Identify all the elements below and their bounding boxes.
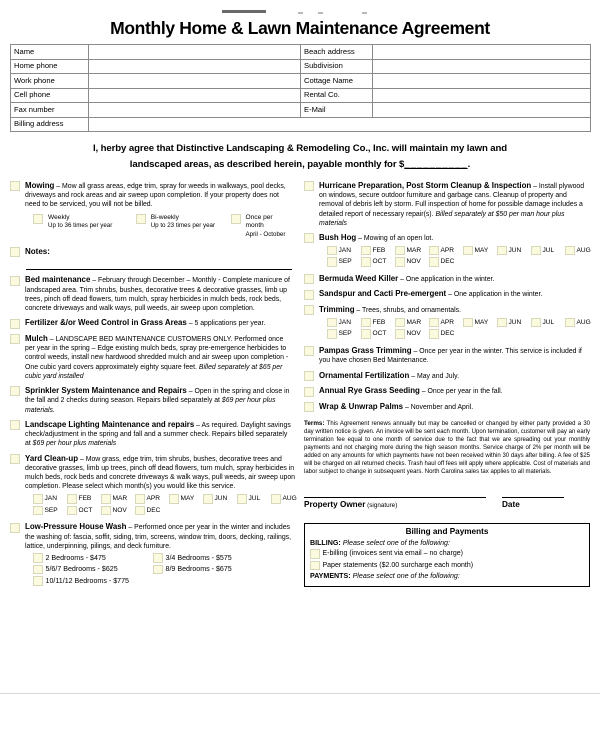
checkbox-house-wash[interactable] (10, 523, 20, 533)
service-title-sprinkler: Sprinkler System Maintenance and Repairs (25, 385, 187, 395)
service-desc-rye-grass-seeding: – Once per year in the fall. (419, 388, 503, 396)
frequency-option-biweekly[interactable] (136, 214, 231, 239)
bush-hog-month-selector (327, 245, 599, 267)
checkbox-yard-cleanup[interactable] (10, 454, 20, 464)
month-option-nov[interactable] (101, 505, 135, 515)
month-row-1 (327, 245, 599, 255)
service-desc-bermuda-weed-killer: – One application in the winter. (398, 275, 495, 283)
checkbox-ebilling[interactable] (310, 549, 320, 559)
month-option-may[interactable] (463, 317, 497, 327)
billing-option-label-ebilling: E-billing (invoices sent via email – no charge) (322, 550, 463, 558)
service-wrap-palms[interactable] (304, 402, 590, 413)
service-desc-fertilizer: – 5 applications per year. (186, 320, 266, 328)
terms-section (304, 420, 590, 477)
month-label-may: MAY (474, 318, 489, 326)
service-desc-trimming: – Trees, shrubs, and ornamentals. (354, 306, 461, 314)
service-desc-bed-maintenance: – February through December – Monthly - Complete manicure of landscaped area. Trim shrubs, bushes, decorative trees & decorative grasses, limb up trees, pinch off dead flowers, turn mulch, spray herbicides in mulch beds, rock beds, concrete driveways and walk ways, pull weeds, air sweep upon completion. (25, 277, 290, 313)
checkbox-month-feb[interactable] (361, 318, 371, 328)
month-option-feb[interactable] (361, 317, 395, 327)
table-row (11, 74, 591, 89)
checkbox-wrap-palms[interactable] (304, 402, 314, 412)
month-option-nov[interactable] (395, 257, 429, 267)
service-desc-ornamental-fertilization: – May and July. (409, 372, 459, 380)
month-option-mar[interactable] (101, 494, 135, 504)
notes-write-in-line[interactable] (26, 259, 292, 270)
service-house-wash[interactable] (10, 522, 292, 587)
service-sprinkler[interactable] (10, 386, 292, 415)
checkbox-pampas-grass[interactable] (304, 346, 314, 356)
checkbox-month-may[interactable] (463, 246, 473, 256)
bedroom-label-567: 5/6/7 Bedrooms - $625 (45, 565, 118, 574)
checkbox-weekly[interactable] (33, 214, 43, 224)
month-row-2 (327, 329, 599, 339)
header-dot-mark-2 (318, 12, 323, 14)
checkbox-bush-hog[interactable] (304, 233, 314, 243)
field-label-rental-co: Rental Co. (301, 88, 373, 103)
checkbox-month-mar[interactable] (101, 494, 111, 504)
service-bed-maintenance[interactable] (10, 275, 292, 313)
billing-option-ebilling[interactable] (310, 549, 584, 559)
month-option-aug[interactable] (565, 245, 599, 255)
month-label-sep: SEP (338, 258, 352, 266)
month-label-oct: OCT (78, 506, 93, 514)
service-bermuda-weed-killer[interactable] (304, 274, 590, 285)
header-dot-mark-3 (362, 12, 367, 14)
service-bush-hog[interactable] (304, 233, 590, 269)
billing-instruction: Please select one of the following: (340, 538, 450, 547)
service-hurricane-prep[interactable] (304, 181, 590, 228)
service-rye-grass-seeding[interactable] (304, 386, 590, 397)
billing-option-paper[interactable] (310, 560, 584, 570)
month-label-nov: NOV (112, 506, 127, 514)
field-label-subdivision: Subdivision (301, 59, 373, 74)
month-label-oct: OCT (372, 330, 387, 338)
month-option-dec[interactable] (429, 329, 463, 339)
month-option-sep[interactable] (33, 505, 67, 515)
checkbox-ornamental-fertilization[interactable] (304, 371, 314, 381)
checkbox-month-sep[interactable] (327, 329, 337, 339)
checkbox-month-jul[interactable] (531, 246, 541, 256)
checkbox-paper-statements[interactable] (310, 561, 320, 571)
signature-labels (304, 500, 590, 509)
month-option-jan[interactable] (327, 245, 361, 255)
checkbox-month-dec[interactable] (135, 506, 145, 516)
billing-label: BILLING: (310, 538, 341, 547)
field-label-cottage-name: Cottage Name (301, 74, 373, 89)
month-label-jul: JUL (248, 495, 261, 503)
owner-label-text: Property Owner (304, 499, 366, 509)
service-desc-sandspur-cacti: – One application in the winter. (446, 291, 543, 299)
bedroom-option-34[interactable] (153, 553, 273, 563)
month-option-mar[interactable] (395, 317, 429, 327)
checkbox-month-jan[interactable] (327, 318, 337, 328)
month-label-jul: JUL (542, 318, 555, 326)
frequency-sub-biweekly: Up to 23 times per year (150, 222, 216, 230)
checkbox-month-oct[interactable] (67, 506, 77, 516)
month-label-mar: MAR (112, 495, 128, 503)
month-label-nov: NOV (406, 330, 421, 338)
checkbox-month-may[interactable] (169, 494, 179, 504)
billing-instruction-row (310, 539, 584, 547)
service-yard-cleanup[interactable] (10, 453, 297, 518)
service-title-sandspur-cacti: Sandspur and Cacti Pre-emergent (319, 289, 447, 299)
month-option-may[interactable] (463, 245, 497, 255)
month-row-1 (327, 317, 599, 327)
checkbox-month-mar[interactable] (395, 318, 405, 328)
frequency-label-monthly: Once per month (245, 213, 273, 230)
services-columns (10, 181, 590, 593)
service-note-landscape-lighting: $69 per hour plus materials (32, 440, 117, 448)
service-desc-mowing: – Mow all grass areas, edge trim, spray for weeds in walkways, pool decks, driveways and rock areas and air sweep upon completion. If your property does not need to be serviced, you will not be billed. (25, 182, 286, 209)
month-label-jan: JAN (338, 318, 351, 326)
month-label-feb: FEB (372, 318, 386, 326)
table-row (11, 45, 591, 60)
service-title-bush-hog: Bush Hog (319, 232, 357, 242)
frequency-sub-monthly: April - October (245, 230, 286, 238)
month-label-jun: JUN (214, 495, 228, 503)
checkbox-month-apr[interactable] (429, 246, 439, 256)
month-label-may: MAY (474, 246, 489, 254)
month-label-apr: APR (440, 246, 455, 254)
table-row (11, 88, 591, 103)
notes-section[interactable] (10, 247, 292, 258)
checkbox-month-feb[interactable] (67, 494, 77, 504)
bedroom-label-101112: 10/11/12 Bedrooms - $775 (45, 576, 129, 585)
service-title-trimming: Trimming (319, 304, 355, 314)
month-label-apr: APR (146, 495, 161, 503)
page-bottom-cutoff (0, 684, 600, 730)
bedroom-option-567[interactable] (33, 564, 153, 574)
checkbox-bedrooms-2[interactable] (33, 553, 43, 563)
service-note-hurricane-prep: Billed separately at $50 per man hour plus materials (319, 210, 565, 227)
checkbox-monthly[interactable] (231, 214, 241, 224)
month-option-dec[interactable] (135, 505, 169, 515)
service-title-hurricane-prep: Hurricane Preparation, Post Storm Cleanup & Inspection (319, 180, 532, 190)
field-value-cell-phone[interactable] (89, 88, 301, 103)
month-label-feb: FEB (78, 495, 92, 503)
frequency-sub-weekly: Up to 36 times per year (48, 222, 113, 230)
page-bottom-rule (0, 693, 600, 694)
service-pampas-grass[interactable] (304, 346, 590, 366)
field-value-cottage-name[interactable] (373, 74, 591, 89)
trimming-month-selector (327, 317, 599, 339)
checkbox-sandspur-cacti[interactable] (304, 290, 314, 300)
service-landscape-lighting[interactable] (10, 420, 292, 449)
service-desc-bush-hog: – Mowing of an open lot. (356, 234, 434, 242)
yard-cleanup-month-selector (33, 494, 305, 516)
month-label-sep: SEP (44, 506, 58, 514)
service-title-pampas-grass: Pampas Grass Trimming (319, 345, 412, 355)
checkbox-sprinkler[interactable] (10, 386, 20, 396)
checkbox-month-aug[interactable] (271, 494, 281, 504)
field-label-billing-address: Billing address (11, 117, 89, 132)
bedroom-option-2[interactable] (33, 553, 153, 563)
signature-label-date: Date (502, 499, 520, 509)
notes-label: Notes: (25, 247, 50, 257)
field-label-fax-number: Fax number (11, 103, 89, 118)
header-dot-mark-1 (298, 12, 303, 14)
month-option-oct[interactable] (67, 505, 101, 515)
checkbox-bedrooms-89[interactable] (153, 565, 163, 575)
terms-body: This Agreement renews annually but may be cancelled or changed by either party provided a 30 day written notice is given. An invoice will be sent each month. Upon termination, customer will pay an early termination fee equal to one month of service due to the fact that we are spreading out your monthly payments and not charging more during the high season months. Service charge of 2% per month will be added on any amounts for which payments have not been received within 30 days after billing. A fee of $25 will be charged on all returned checks. Trash haul off fees will apply where applicable. Cost of materials and labor subject to change in subsequent years. North Carolina sales tax applies to all materials. (304, 421, 590, 475)
month-label-jan: JAN (44, 495, 57, 503)
checkbox-month-jan[interactable] (327, 246, 337, 256)
header-rule-mark (222, 10, 266, 13)
page-title: Monthly Home & Lawn Maintenance Agreement (110, 18, 490, 38)
month-option-oct[interactable] (361, 257, 395, 267)
field-label-work-phone: Work phone (11, 74, 89, 89)
month-label-jun: JUN (508, 246, 522, 254)
checkbox-landscape-lighting[interactable] (10, 420, 20, 430)
frequency-option-monthly[interactable] (231, 214, 293, 239)
service-desc-hurricane-prep: – Install plywood on windows, secure outdoor furniture and garbage cans. Cleanup of property and removal of debris left by storm. Full inspection of home for possible damage includes a detailed report of necessary repair(s). (319, 182, 585, 218)
bedroom-option-101112[interactable] (33, 576, 153, 586)
checkbox-bedrooms-34[interactable] (153, 553, 163, 563)
month-label-oct: OCT (372, 258, 387, 266)
right-service-column (298, 181, 590, 587)
month-option-jul[interactable] (237, 494, 271, 504)
bedroom-label-34: 3/4 Bedrooms - $575 (165, 553, 232, 562)
month-label-aug: AUG (576, 318, 591, 326)
checkbox-month-jul[interactable] (237, 494, 247, 504)
month-label-jun: JUN (508, 318, 522, 326)
month-label-dec: DEC (146, 506, 161, 514)
service-title-rye-grass-seeding: Annual Rye Grass Seeding (319, 386, 420, 396)
month-label-aug: AUG (576, 246, 591, 254)
month-label-nov: NOV (406, 258, 421, 266)
checkbox-month-feb[interactable] (361, 246, 371, 256)
month-label-feb: FEB (372, 246, 386, 254)
checkbox-month-oct[interactable] (361, 257, 371, 267)
checkbox-mulch[interactable] (10, 334, 20, 344)
mowing-frequency-options (33, 214, 292, 239)
month-label-aug: AUG (282, 495, 297, 503)
month-label-mar: MAR (406, 318, 422, 326)
month-option-jun[interactable] (497, 317, 531, 327)
month-label-dec: DEC (440, 258, 455, 266)
field-label-home-phone: Home phone (11, 59, 89, 74)
service-sandspur-cacti[interactable] (304, 289, 590, 300)
checkbox-mowing[interactable] (10, 181, 20, 191)
field-value-subdivision[interactable] (373, 59, 591, 74)
service-title-bermuda-weed-killer: Bermuda Weed Killer (319, 273, 399, 283)
checkbox-month-jun[interactable] (497, 246, 507, 256)
service-desc-yard-cleanup: – Mow grass, edge trim, trim shrubs, bushes, decorative trees and decorative grasses, limb up trees, pinch off dead flowers, turn mulch, spray herbicides in mulch beds, rock beds and concrete driveways & walk ways, pull weeds, air sweep upon completion. Please select which month(s) you would like this service. (25, 455, 296, 491)
checkbox-bedrooms-101112[interactable] (33, 576, 43, 586)
month-label-sep: SEP (338, 330, 352, 338)
month-option-aug[interactable] (565, 317, 599, 327)
agreement-line-2-post: . (467, 158, 471, 170)
bedroom-label-89: 8/9 Bedrooms - $675 (165, 565, 232, 574)
left-service-column (10, 181, 298, 593)
service-fertilizer[interactable] (10, 318, 292, 329)
checkbox-month-jun[interactable] (497, 318, 507, 328)
month-label-dec: DEC (440, 330, 455, 338)
month-option-jan[interactable] (33, 494, 67, 504)
billing-option-label-paper: Paper statements ($2.00 surcharge each month) (322, 561, 474, 569)
service-title-yard-cleanup: Yard Clean-up (25, 453, 79, 463)
service-desc-mulch: – LANDSCAPE BED MAINTENANCE CUSTOMERS ONLY. Performed once per year in the spring – Edge existing mulch beds, spray pre-emergence herbicides to control weeds, install new hardwood shredded mulch and air sweep upon completion - One cubic yard covers approximately eighty square feet. (25, 335, 289, 371)
field-value-rental-co[interactable] (373, 88, 591, 103)
field-label-name: Name (11, 45, 89, 60)
month-option-feb[interactable] (361, 245, 395, 255)
service-trimming[interactable] (304, 305, 590, 341)
month-option-oct[interactable] (361, 329, 395, 339)
table-row (11, 103, 591, 118)
service-title-house-wash: Low-Pressure House Wash (25, 522, 127, 532)
frequency-label-weekly: Weekly (48, 213, 70, 221)
checkbox-bermuda-weed-killer[interactable] (304, 274, 314, 284)
month-label-jul: JUL (542, 246, 555, 254)
bedroom-option-89[interactable] (153, 564, 273, 574)
service-title-fertilizer: Fertilizer &/or Weed Control in Grass Areas (25, 318, 187, 328)
checkbox-month-dec[interactable] (429, 257, 439, 267)
checkbox-month-sep[interactable] (327, 257, 337, 267)
field-label-beach-address: Beach address (301, 45, 373, 60)
field-value-home-phone[interactable] (89, 59, 301, 74)
service-note-sprinkler: $69 per hour plus materials. (25, 397, 276, 414)
month-option-dec[interactable] (429, 257, 463, 267)
agreement-statement (10, 138, 590, 181)
owner-label-sub: (signature) (365, 501, 398, 509)
field-value-fax-number[interactable] (89, 103, 301, 118)
month-option-jun[interactable] (497, 245, 531, 255)
field-label-email: E-Mail (301, 103, 373, 118)
service-desc-pampas-grass: – Once per year in the winter. This service is included if you have chosen Bed Maintenance. (319, 347, 582, 365)
agreement-line-2-pre: landscaped areas, as described herein, payable monthly for $ (129, 158, 405, 170)
payments-label: PAYMENTS: (310, 571, 351, 580)
checkbox-hurricane-prep[interactable] (304, 181, 314, 191)
checkbox-month-mar[interactable] (395, 246, 405, 256)
checkbox-month-jun[interactable] (203, 494, 213, 504)
month-label-mar: MAR (406, 246, 422, 254)
service-desc-wrap-palms: – November and April. (403, 403, 474, 411)
service-title-mulch: Mulch (25, 333, 48, 343)
month-label-jan: JAN (338, 246, 351, 254)
checkbox-month-oct[interactable] (361, 329, 371, 339)
billing-box-title: Billing and Payments (405, 526, 489, 536)
field-value-beach-address[interactable] (373, 45, 591, 60)
field-value-name[interactable] (89, 45, 301, 60)
service-title-wrap-palms: Wrap & Unwrap Palms (319, 401, 404, 411)
month-label-may: MAY (180, 495, 195, 503)
checkbox-month-dec[interactable] (429, 329, 439, 339)
month-option-jan[interactable] (327, 317, 361, 327)
month-option-sep[interactable] (327, 329, 361, 339)
service-ornamental-fertilization[interactable] (304, 371, 590, 382)
payments-instruction: Please select one of the following: (350, 571, 460, 580)
service-desc-house-wash: – Performed once per year in the winter and includes the washing of: fascia, soffit, siding, trim, screens, window trim, doors, decking, railings, lattice, underpinning, pilings, and deck furniture. (25, 524, 292, 550)
field-label-cell-phone: Cell phone (11, 88, 89, 103)
agreement-amount-blank[interactable]: __________ (404, 158, 468, 170)
house-wash-pricing-options (33, 553, 292, 588)
month-option-jun[interactable] (203, 494, 237, 504)
month-label-apr: APR (440, 318, 455, 326)
checkbox-month-nov[interactable] (395, 257, 405, 267)
service-title-ornamental-fertilization: Ornamental Fertilization (319, 370, 410, 380)
checkbox-trimming[interactable] (304, 305, 314, 315)
header-marks (10, 4, 590, 18)
service-mowing[interactable] (10, 181, 292, 242)
payments-instruction-row (310, 572, 584, 580)
checkbox-month-nov[interactable] (101, 506, 111, 516)
bedroom-label-2: 2 Bedrooms - $475 (45, 553, 106, 562)
signature-label-owner (304, 500, 502, 509)
field-value-billing-address[interactable] (89, 117, 591, 132)
contact-info-table (10, 44, 591, 132)
frequency-label-biweekly: Bi-weekly (150, 213, 179, 221)
checkbox-rye-grass-seeding[interactable] (304, 387, 314, 397)
checkbox-notes[interactable] (10, 247, 20, 257)
table-row (11, 59, 591, 74)
month-option-jul[interactable] (531, 317, 565, 327)
month-option-apr[interactable] (429, 317, 463, 327)
checkbox-month-aug[interactable] (565, 246, 575, 256)
month-option-sep[interactable] (327, 257, 361, 267)
service-title-landscape-lighting: Landscape Lighting Maintenance and repairs (25, 419, 195, 429)
service-mulch[interactable] (10, 334, 292, 381)
month-row-1 (33, 494, 305, 504)
signature-line-date[interactable] (502, 497, 564, 498)
service-title-mowing: Mowing (25, 180, 55, 190)
checkbox-month-jan[interactable] (33, 494, 43, 504)
checkbox-month-jul[interactable] (531, 318, 541, 328)
service-title-bed-maintenance: Bed maintenance (25, 275, 91, 285)
service-desc-sprinkler: – Open in the spring and close in the fall and 2 checks during season. Repairs billed separately at (25, 387, 290, 405)
checkbox-fertilizer[interactable] (10, 319, 20, 329)
month-option-apr[interactable] (429, 245, 463, 255)
signature-line-owner[interactable] (304, 497, 486, 498)
month-option-mar[interactable] (395, 245, 429, 255)
billing-and-payments-box (304, 523, 590, 587)
checkbox-month-apr[interactable] (429, 318, 439, 328)
service-note-mulch: Billed separately at $65 per cubic yard installed (25, 363, 283, 380)
bedroom-options-right (153, 553, 273, 588)
checkbox-bed-maintenance[interactable] (10, 276, 20, 286)
checkbox-month-aug[interactable] (565, 318, 575, 328)
month-option-feb[interactable] (67, 494, 101, 504)
checkbox-month-sep[interactable] (33, 506, 43, 516)
agreement-line-1: I, herby agree that Distinctive Landscaping & Remodeling Co., Inc. will maintain my lawn and (92, 143, 508, 154)
bedroom-options-left (33, 553, 153, 588)
month-option-nov[interactable] (395, 329, 429, 339)
field-value-email[interactable] (373, 103, 591, 118)
checkbox-month-apr[interactable] (135, 494, 145, 504)
signature-lines (304, 497, 590, 498)
frequency-option-weekly[interactable] (33, 214, 136, 239)
month-row-2 (327, 257, 599, 267)
checkbox-month-nov[interactable] (395, 329, 405, 339)
month-option-jul[interactable] (531, 245, 565, 255)
checkbox-biweekly[interactable] (136, 214, 146, 224)
table-row (11, 117, 591, 132)
month-option-may[interactable] (169, 494, 203, 504)
month-option-apr[interactable] (135, 494, 169, 504)
terms-label: Terms: (304, 420, 325, 428)
checkbox-bedrooms-567[interactable] (33, 565, 43, 575)
month-row-2 (33, 505, 305, 515)
service-desc-landscape-lighting: – As required. Daylight savings check/adjustment in the spring and fall and a summer check. Repairs billed separately at (25, 421, 291, 448)
checkbox-month-may[interactable] (463, 318, 473, 328)
field-value-work-phone[interactable] (89, 74, 301, 89)
